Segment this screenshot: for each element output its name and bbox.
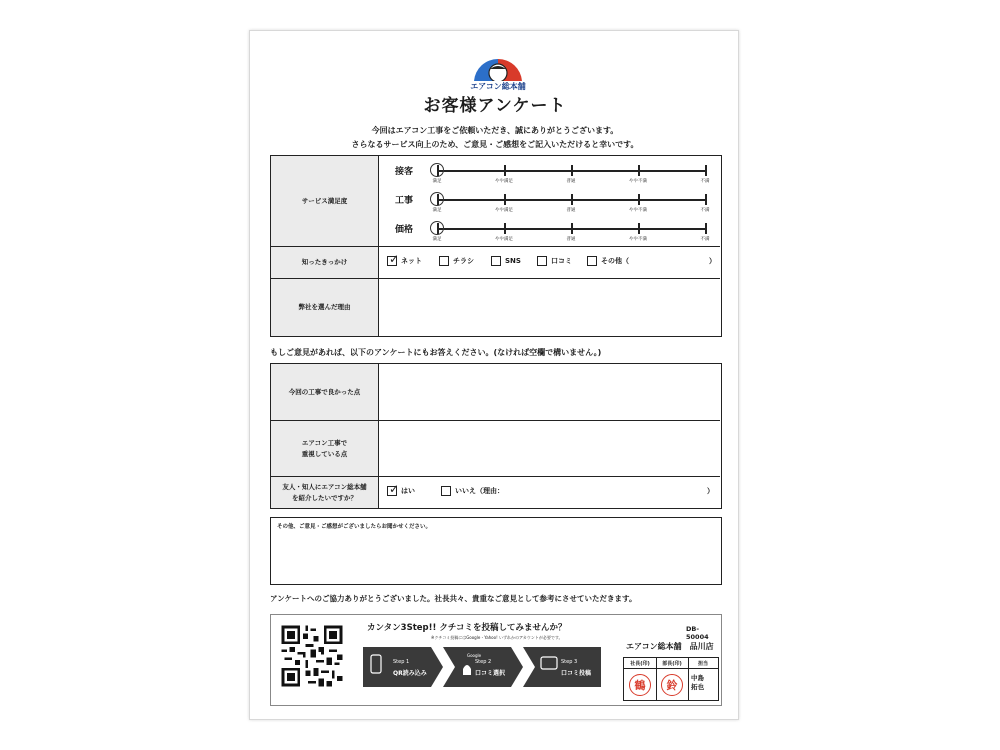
scale-label: やや満足: [495, 208, 513, 213]
reason-row: [271, 278, 720, 336]
scale-name-price: 価格: [395, 225, 414, 235]
option-word-of-mouth[interactable]: 口コミ: [537, 256, 572, 266]
scale-label: 不満: [700, 208, 710, 213]
checkbox[interactable]: [491, 256, 501, 266]
notes-label: その他、ご意見・ご感想がございましたらお聞かせください。: [277, 524, 432, 530]
scale-name-construction: 工事: [395, 196, 414, 206]
scale-service: [432, 170, 710, 184]
satisfaction-label: サービス満足度: [271, 156, 379, 246]
qr-code-icon[interactable]: [279, 623, 345, 689]
scale-label: 普通: [566, 179, 576, 184]
thanks-message: アンケートへのご協力ありがとうございました。社長共々、貴重なご意見として参考にさせていただきます。: [270, 594, 637, 603]
option-other-close: ）: [709, 257, 716, 265]
option-sns[interactable]: SNS: [491, 256, 521, 266]
scale-label: やや満足: [495, 179, 513, 184]
intro-line-2: さらなるサービス向上のため、ご意見・ご感想をご記入いただけると幸いです。: [351, 140, 639, 149]
store-name: エアコン総本舗 品川店: [626, 642, 714, 651]
scale-label: 普通: [566, 208, 576, 213]
checkbox[interactable]: [537, 256, 547, 266]
option-flyer[interactable]: チラシ: [439, 256, 474, 266]
scale-label: やや満足: [495, 237, 513, 242]
review-step-note: ※クチコミ投稿にはGoogle・Yahoo! いずれかのアカウントが必要です。: [431, 635, 563, 640]
check-icon: ✓: [389, 252, 400, 266]
scale-label: やや不満: [629, 179, 647, 184]
scale-label: 満足: [432, 237, 442, 242]
company-logo: [468, 55, 528, 93]
good-point-row: [271, 364, 720, 420]
manager-seal: 鈴: [661, 674, 683, 696]
page-title: お客様アンケート: [423, 96, 567, 116]
scale-label: 不満: [700, 179, 710, 184]
option-yes[interactable]: ✓ はい: [389, 482, 415, 496]
important-input[interactable]: [379, 421, 720, 476]
review-steps: [363, 647, 601, 687]
step-num: Step 3: [561, 659, 578, 665]
google-text: Google: [467, 653, 482, 658]
scale-label: やや不満: [629, 208, 647, 213]
recommend-label: 友人・知人にエアコン総本舗 を紹介したいですか？: [271, 477, 379, 508]
approval-stamps: [623, 657, 719, 701]
option-other[interactable]: その他（: [587, 256, 629, 266]
scale-label: 満足: [432, 179, 442, 184]
stamp-header: 部長(印): [656, 658, 688, 669]
option-no-close: ）: [707, 487, 714, 495]
scale-label: やや不満: [629, 237, 647, 242]
selected-mark[interactable]: [430, 163, 444, 177]
stamp-header: 担当: [688, 658, 718, 669]
review-step-title: カンタン3Step!! クチコミを投稿してみませんか？: [367, 623, 567, 633]
important-label: エアコン工事で 重視している点: [271, 421, 379, 476]
selected-mark[interactable]: [430, 192, 444, 206]
scale-name-service: 接客: [395, 167, 414, 177]
recommend-cell: [379, 477, 720, 508]
scale-construction: [432, 199, 710, 213]
satisfaction-row: [271, 156, 720, 246]
option-net[interactable]: ✓ ネット: [389, 252, 422, 266]
source-cell: [379, 247, 720, 278]
source-label: 知ったきっかけ: [271, 247, 379, 278]
staff-name: 中島 拓也: [691, 674, 704, 691]
document-number: DB-50004: [686, 625, 709, 641]
step-text: 口コミ投稿: [561, 670, 592, 677]
reason-label: 弊社を選んだ理由: [271, 279, 379, 336]
review-footer: [270, 614, 722, 706]
checkbox[interactable]: [441, 486, 451, 496]
logo-text: エアコン総本舗: [470, 82, 526, 91]
followup-lead: もしご意見があれば、以下のアンケートにもお答えください。(なければ空欄で構いません。): [270, 348, 602, 357]
president-seal: 鶴: [629, 674, 651, 696]
scale-label: 満足: [432, 208, 442, 213]
scale-price: [432, 228, 710, 242]
check-icon: ✓: [389, 482, 400, 496]
stamp-header: 社長(印): [624, 658, 656, 669]
important-row: [271, 420, 720, 476]
intro-line-1: 今回はエアコン工事をご依頼いただき、誠にありがとうございます。: [371, 126, 619, 135]
step-num: Step 2: [475, 659, 492, 665]
notes-input[interactable]: [270, 517, 722, 585]
selected-mark[interactable]: [430, 221, 444, 235]
option-no[interactable]: いいえ（理由：: [441, 486, 504, 496]
scale-label: 不満: [700, 237, 710, 242]
survey-form-main: [270, 155, 722, 337]
step-text: 口コミ選択: [475, 670, 506, 677]
checkbox[interactable]: [439, 256, 449, 266]
recommend-row: [271, 476, 720, 508]
checkbox[interactable]: [387, 252, 400, 266]
checkbox[interactable]: [587, 256, 597, 266]
reason-input[interactable]: [379, 279, 720, 336]
step-num: Step 1: [393, 659, 410, 665]
good-point-label: 今回の工事で良かった点: [271, 364, 379, 420]
survey-sheet: [249, 30, 739, 720]
satisfaction-cell: [379, 156, 720, 246]
good-point-input[interactable]: [379, 364, 720, 420]
checkbox[interactable]: [387, 482, 400, 496]
survey-form-followup: [270, 363, 722, 509]
source-row: [271, 246, 720, 278]
scale-label: 普通: [566, 237, 576, 242]
step-text: QR読み込み: [393, 670, 427, 677]
